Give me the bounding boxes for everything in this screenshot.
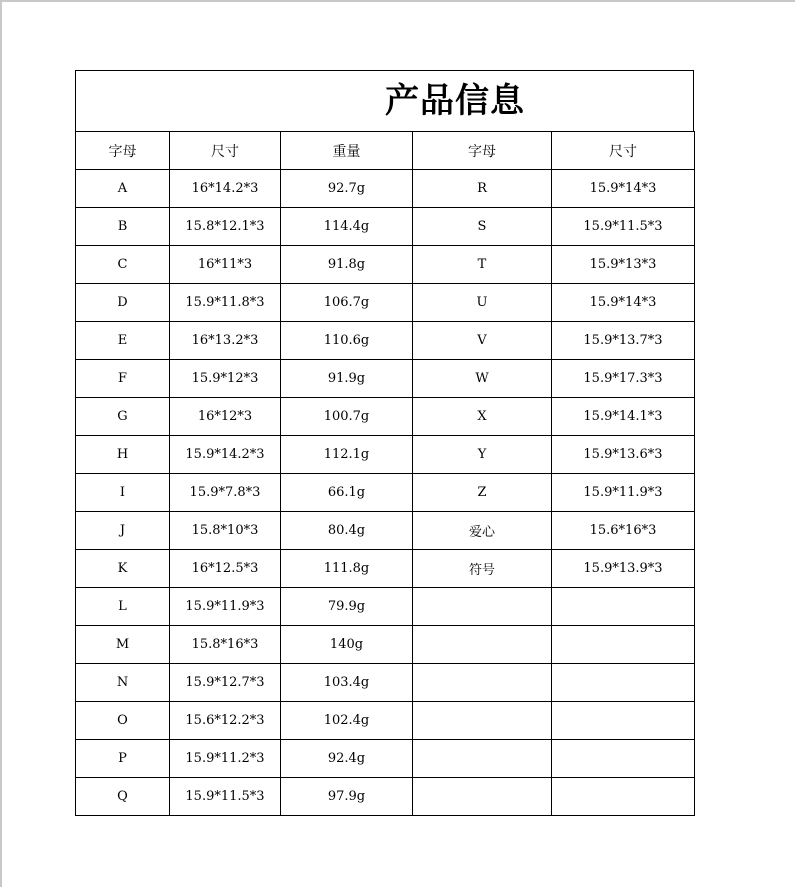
cell-letter: L: [76, 588, 170, 626]
cell-size: 16*12*3: [170, 398, 281, 436]
table-row: [76, 626, 695, 664]
table-row: [76, 740, 695, 778]
table-row: [76, 246, 695, 284]
cell-size: 16*12.5*3: [170, 550, 281, 588]
cell-size-right: 15.6*16*3: [552, 512, 695, 550]
cell-size-right: 15.9*14*3: [552, 170, 695, 208]
table-row: [76, 436, 695, 474]
cell-letter-right: [413, 778, 552, 816]
cell-letter-right: T: [413, 246, 552, 284]
header-size-2: 尺寸: [552, 132, 695, 170]
cell-letter-right: [413, 702, 552, 740]
cell-size-right: 15.9*13.6*3: [552, 436, 695, 474]
cell-weight: 106.7g: [281, 284, 413, 322]
header-letter-1: 字母: [76, 132, 170, 170]
cell-size-right: 15.9*11.5*3: [552, 208, 695, 246]
table-row: [76, 208, 695, 246]
cell-weight: 140g: [281, 626, 413, 664]
cell-letter: B: [76, 208, 170, 246]
cell-size-right: [552, 588, 695, 626]
cell-size: 15.9*11.5*3: [170, 778, 281, 816]
cell-weight: 103.4g: [281, 664, 413, 702]
cell-letter-right: [413, 626, 552, 664]
cell-size: 15.9*12.7*3: [170, 664, 281, 702]
cell-letter: F: [76, 360, 170, 398]
cell-weight: 92.7g: [281, 170, 413, 208]
cell-letter: A: [76, 170, 170, 208]
header-size-1: 尺寸: [170, 132, 281, 170]
product-info-sheet: [75, 70, 694, 816]
table-row: [76, 702, 695, 740]
cell-size-right: [552, 740, 695, 778]
cell-size: 16*11*3: [170, 246, 281, 284]
cell-size: 15.9*11.9*3: [170, 588, 281, 626]
table-row: [76, 474, 695, 512]
table-row: [76, 322, 695, 360]
cell-size: 15.8*10*3: [170, 512, 281, 550]
cell-weight: 79.9g: [281, 588, 413, 626]
cell-letter-right: 爱心: [413, 512, 552, 550]
table-row: [76, 284, 695, 322]
cell-letter-right: [413, 740, 552, 778]
sheet-title: 产品信息: [385, 81, 525, 121]
cell-size-right: 15.9*11.9*3: [552, 474, 695, 512]
cell-letter-right: W: [413, 360, 552, 398]
cell-letter-right: X: [413, 398, 552, 436]
cell-letter-right: S: [413, 208, 552, 246]
cell-size-right: 15.9*14.1*3: [552, 398, 695, 436]
cell-weight: 100.7g: [281, 398, 413, 436]
cell-size: 16*13.2*3: [170, 322, 281, 360]
cell-letter: Q: [76, 778, 170, 816]
cell-weight: 91.9g: [281, 360, 413, 398]
cell-size-right: 15.9*14*3: [552, 284, 695, 322]
cell-letter: K: [76, 550, 170, 588]
product-table: [75, 131, 695, 816]
cell-weight: 91.8g: [281, 246, 413, 284]
cell-size: 15.9*7.8*3: [170, 474, 281, 512]
table-row: [76, 360, 695, 398]
table-row: [76, 588, 695, 626]
cell-letter-right: Z: [413, 474, 552, 512]
cell-size-right: [552, 626, 695, 664]
cell-size-right: 15.9*13.9*3: [552, 550, 695, 588]
cell-size: 15.9*12*3: [170, 360, 281, 398]
header-row: [76, 132, 695, 170]
cell-weight: 92.4g: [281, 740, 413, 778]
cell-letter: E: [76, 322, 170, 360]
cell-letter: H: [76, 436, 170, 474]
cell-size: 15.8*16*3: [170, 626, 281, 664]
cell-weight: 97.9g: [281, 778, 413, 816]
cell-letter: M: [76, 626, 170, 664]
cell-letter-right: [413, 588, 552, 626]
table-row: [76, 512, 695, 550]
table-row: [76, 778, 695, 816]
cell-letter: N: [76, 664, 170, 702]
header-letter-2: 字母: [413, 132, 552, 170]
cell-size-right: [552, 664, 695, 702]
cell-letter: I: [76, 474, 170, 512]
cell-letter-right: U: [413, 284, 552, 322]
cell-letter: P: [76, 740, 170, 778]
cell-weight: 112.1g: [281, 436, 413, 474]
cell-weight: 80.4g: [281, 512, 413, 550]
cell-size: 15.9*11.2*3: [170, 740, 281, 778]
cell-letter-right: 符号: [413, 550, 552, 588]
cell-letter-right: V: [413, 322, 552, 360]
cell-size: 15.9*11.8*3: [170, 284, 281, 322]
cell-size-right: 15.9*17.3*3: [552, 360, 695, 398]
table-row: [76, 170, 695, 208]
cell-weight: 102.4g: [281, 702, 413, 740]
cell-letter: G: [76, 398, 170, 436]
cell-weight: 66.1g: [281, 474, 413, 512]
table-row: [76, 398, 695, 436]
cell-size-right: 15.9*13.7*3: [552, 322, 695, 360]
cell-size: 15.6*12.2*3: [170, 702, 281, 740]
cell-weight: 111.8g: [281, 550, 413, 588]
cell-letter: J: [76, 512, 170, 550]
cell-letter: C: [76, 246, 170, 284]
cell-size: 15.8*12.1*3: [170, 208, 281, 246]
cell-letter-right: R: [413, 170, 552, 208]
cell-size-right: [552, 778, 695, 816]
page-edge-left: [0, 0, 2, 887]
page-edge-top: [0, 0, 795, 2]
header-weight: 重量: [281, 132, 413, 170]
cell-size-right: [552, 702, 695, 740]
cell-letter: D: [76, 284, 170, 322]
table-row: [76, 664, 695, 702]
title-row: [75, 70, 694, 131]
cell-weight: 110.6g: [281, 322, 413, 360]
cell-letter-right: Y: [413, 436, 552, 474]
cell-size-right: 15.9*13*3: [552, 246, 695, 284]
table-row: [76, 550, 695, 588]
cell-size: 15.9*14.2*3: [170, 436, 281, 474]
table-body: [76, 170, 695, 816]
cell-size: 16*14.2*3: [170, 170, 281, 208]
cell-weight: 114.4g: [281, 208, 413, 246]
cell-letter-right: [413, 664, 552, 702]
cell-letter: O: [76, 702, 170, 740]
